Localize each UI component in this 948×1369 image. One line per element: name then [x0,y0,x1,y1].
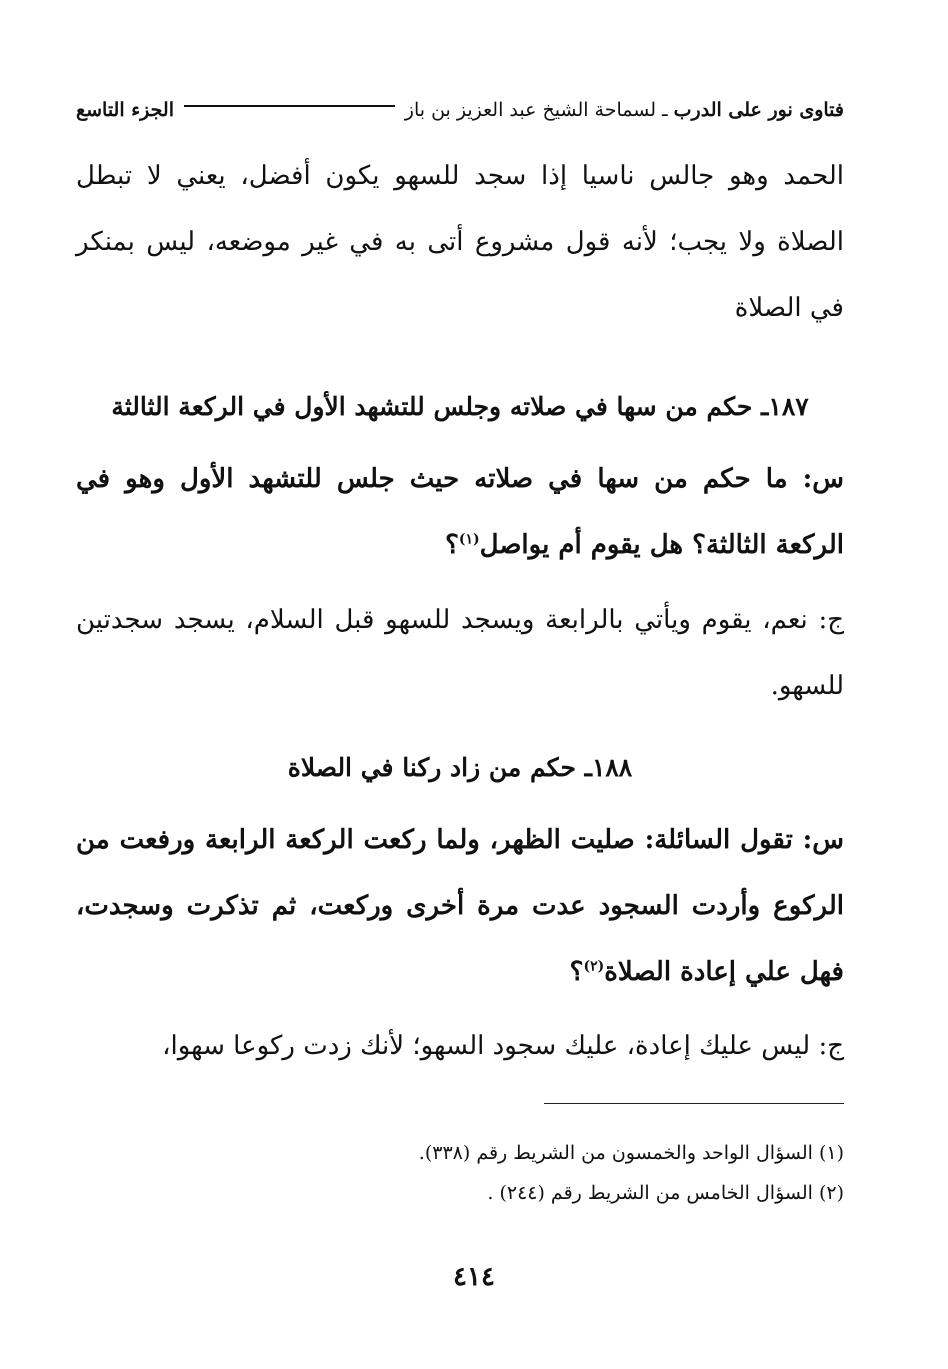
footnote-divider [544,1103,844,1104]
section-188-question [76,807,844,1005]
section-188-heading: ١٨٨ـ حكم من زاد ركنا في الصلاة [287,753,633,782]
book-title: فتاوى نور على الدرب [673,99,844,121]
header-book-title [405,99,844,121]
section-187-question-text: س: ما حكم من سها في صلاته حيث جلس للتشهد الأول وهو في الركعة الثالثة؟ هل يقوم أم يواصل [76,464,844,560]
header-volume: الجزء التاسع [76,99,174,121]
footnote-ref-1: (١) [458,531,480,548]
header-rule [184,105,395,107]
footnote-1: (١) السؤال الواحد والخمسون من الشريط رقم (٣٣٨). [418,1142,844,1164]
section-187-question-end: ؟ [445,530,459,560]
page-number: ٤١٤ [453,1262,495,1292]
section-188-question-end: ؟ [569,957,584,987]
header-author: ـ لسماحة الشيخ عبد العزيز بن باز [404,99,668,121]
section-187-question [76,446,844,578]
running-header [76,95,844,125]
footnote-ref-2: (٢) [583,958,605,975]
section-188-question-text: س: تقول السائلة: صليت الظهر، ولما ركعت الركعة الرابعة ورفعت من الركوع وأردت السجود عدت مرة أخرى وركعت، ثم تذكرت وسجدت، فهل علي إعادة الصلاة [76,825,844,987]
section-188-answer: ج: ليس عليك إعادة، عليك سجود السهو؛ لأنك زدت ركوعا سهوا، [162,1031,844,1061]
section-187-heading: ١٨٧ـ حكم من سها في صلاته وجلس للتشهد الأول في الركعة الثالثة [111,392,809,421]
footnote-2: (٢) السؤال الخامس من الشريط رقم (٢٤٤) . [487,1182,844,1204]
section-187-answer: ج: نعم، يقوم ويأتي بالرابعة ويسجد للسهو قبل السلام، يسجد سجدتين للسهو. [76,605,844,701]
footnotes [76,1133,844,1213]
intro-paragraph: الحمد وهو جالس ناسيا إذا سجد للسهو يكون أفضل، يعني لا تبطل الصلاة ولا يجب؛ لأنه قول مشروع أتى به في غير موضعه، ليس بمنكر في الصلاة [76,161,844,323]
